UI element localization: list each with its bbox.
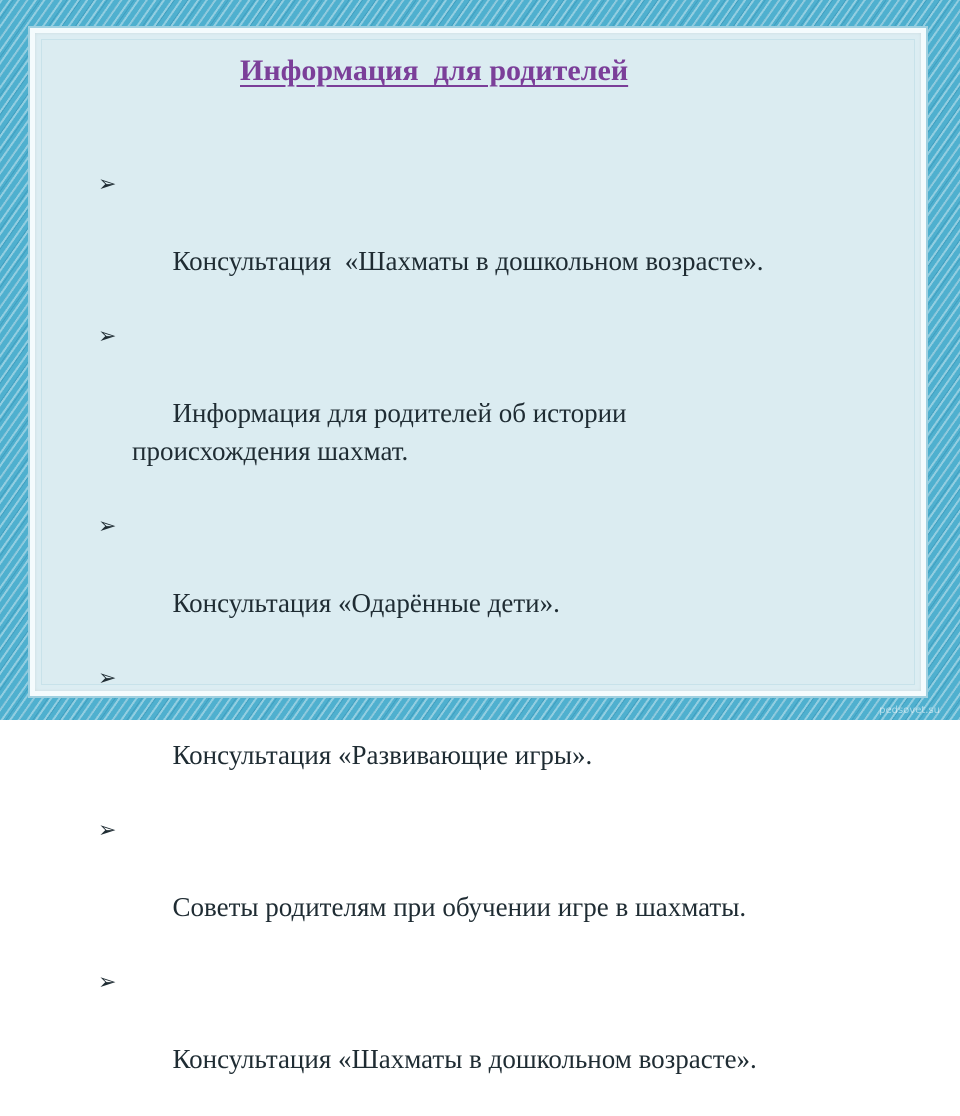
arrowhead-bullet-icon: ➢: [98, 970, 117, 995]
info-list: [96, 166, 876, 1116]
watermark: pedsovet.su: [879, 705, 940, 716]
arrowhead-bullet-icon: ➢: [98, 324, 117, 349]
list-item-text: Советы родителям при обучении игре в шахматы.: [172, 892, 747, 922]
list-item-text: Консультация «Развивающие игры».: [172, 740, 593, 770]
arrowhead-bullet-icon: ➢: [98, 666, 117, 691]
list-item: [96, 166, 876, 318]
list-item: [96, 964, 876, 1116]
list-item-text: Консультация «Шахматы в дошкольном возрасте».: [172, 246, 764, 276]
list-item: [96, 660, 876, 812]
list-item-text: Консультация «Одарённые дети».: [172, 588, 560, 618]
list-item-text: Консультация «Шахматы в дошкольном возрасте».: [172, 1044, 757, 1074]
arrowhead-bullet-icon: ➢: [98, 514, 117, 539]
arrowhead-bullet-icon: ➢: [98, 172, 117, 197]
list-item-text: Информация для родителей об истории происхождения шахмат.: [132, 398, 627, 466]
list-item: [96, 812, 876, 964]
list-item: [96, 508, 876, 660]
list-item: [96, 318, 876, 508]
slide-title: Информация для родителей: [240, 54, 629, 87]
arrowhead-bullet-icon: ➢: [98, 818, 117, 843]
